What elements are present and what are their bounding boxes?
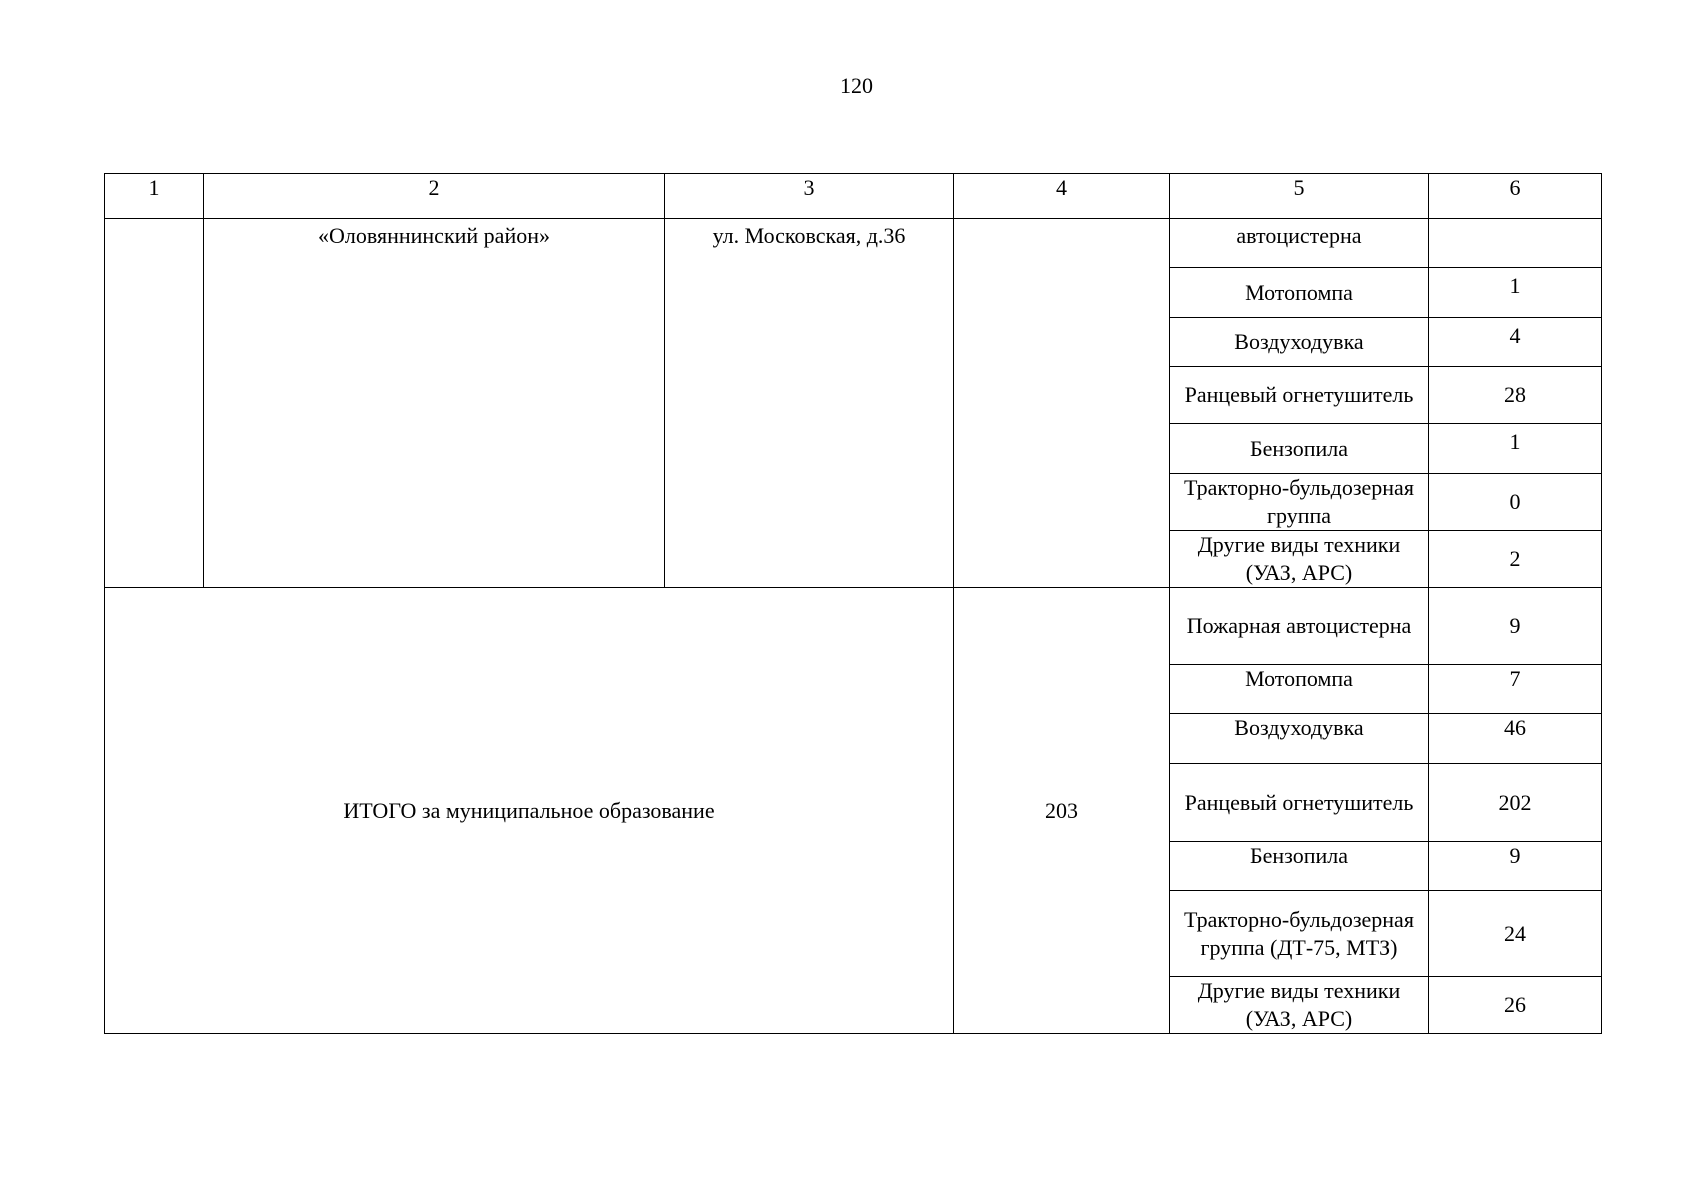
header-cell: 6 [1429,174,1602,219]
equipment-type-cell: Другие виды техники (УАЗ, АРС) [1170,977,1429,1034]
equipment-count-cell: 46 [1429,714,1602,764]
header-cell: 1 [105,174,204,219]
equipment-type-cell: Бензопила [1170,842,1429,891]
page-number: 120 [840,73,873,98]
header-cell: 4 [954,174,1170,219]
table-row [105,588,1602,665]
equipment-count-cell: 9 [1429,842,1602,891]
district-name-cell: «Оловяннинский район» [204,219,665,588]
equipment-type-cell: автоцистерна [1170,219,1429,268]
equipment-count-cell: 9 [1429,588,1602,665]
equipment-type-cell: Мотопомпа [1170,665,1429,714]
equipment-type-cell: Тракторно-бульдозерная группа (ДТ-75, МТЗ) [1170,891,1429,977]
equipment-type-cell: Ранцевый огнетушитель [1170,367,1429,424]
equipment-type-cell: Ранцевый огнетушитель [1170,764,1429,842]
equipment-type-cell: Пожарная автоцистерна [1170,588,1429,665]
equipment-type-cell: Бензопила [1170,424,1429,474]
equipment-type-cell: Тракторно-бульдозерная группа [1170,474,1429,531]
quantity-cell [954,219,1170,588]
table-row [105,219,1602,268]
equipment-count-cell: 1 [1429,268,1602,318]
equipment-count-cell: 4 [1429,318,1602,367]
address-cell: ул. Московская, д.36 [665,219,954,588]
equipment-count-cell: 0 [1429,474,1602,531]
equipment-type-cell: Воздуходувка [1170,318,1429,367]
equipment-count-cell: 26 [1429,977,1602,1034]
equipment-count-cell: 24 [1429,891,1602,977]
equipment-count-cell: 2 [1429,531,1602,588]
row-index-cell [105,219,204,588]
header-cell: 5 [1170,174,1429,219]
equipment-type-cell: Воздуходувка [1170,714,1429,764]
total-label-cell: ИТОГО за муниципальное образование [105,588,954,1034]
header-cell: 3 [665,174,954,219]
total-quantity-cell: 203 [954,588,1170,1034]
header-row [105,174,1602,219]
equipment-type-cell: Мотопомпа [1170,268,1429,318]
equipment-count-cell: 202 [1429,764,1602,842]
equipment-count-cell [1429,219,1602,268]
equipment-count-cell: 28 [1429,367,1602,424]
header-cell: 2 [204,174,665,219]
equipment-type-cell: Другие виды техники (УАЗ, АРС) [1170,531,1429,588]
equipment-table [104,173,1602,1034]
equipment-count-cell: 7 [1429,665,1602,714]
equipment-count-cell: 1 [1429,424,1602,474]
